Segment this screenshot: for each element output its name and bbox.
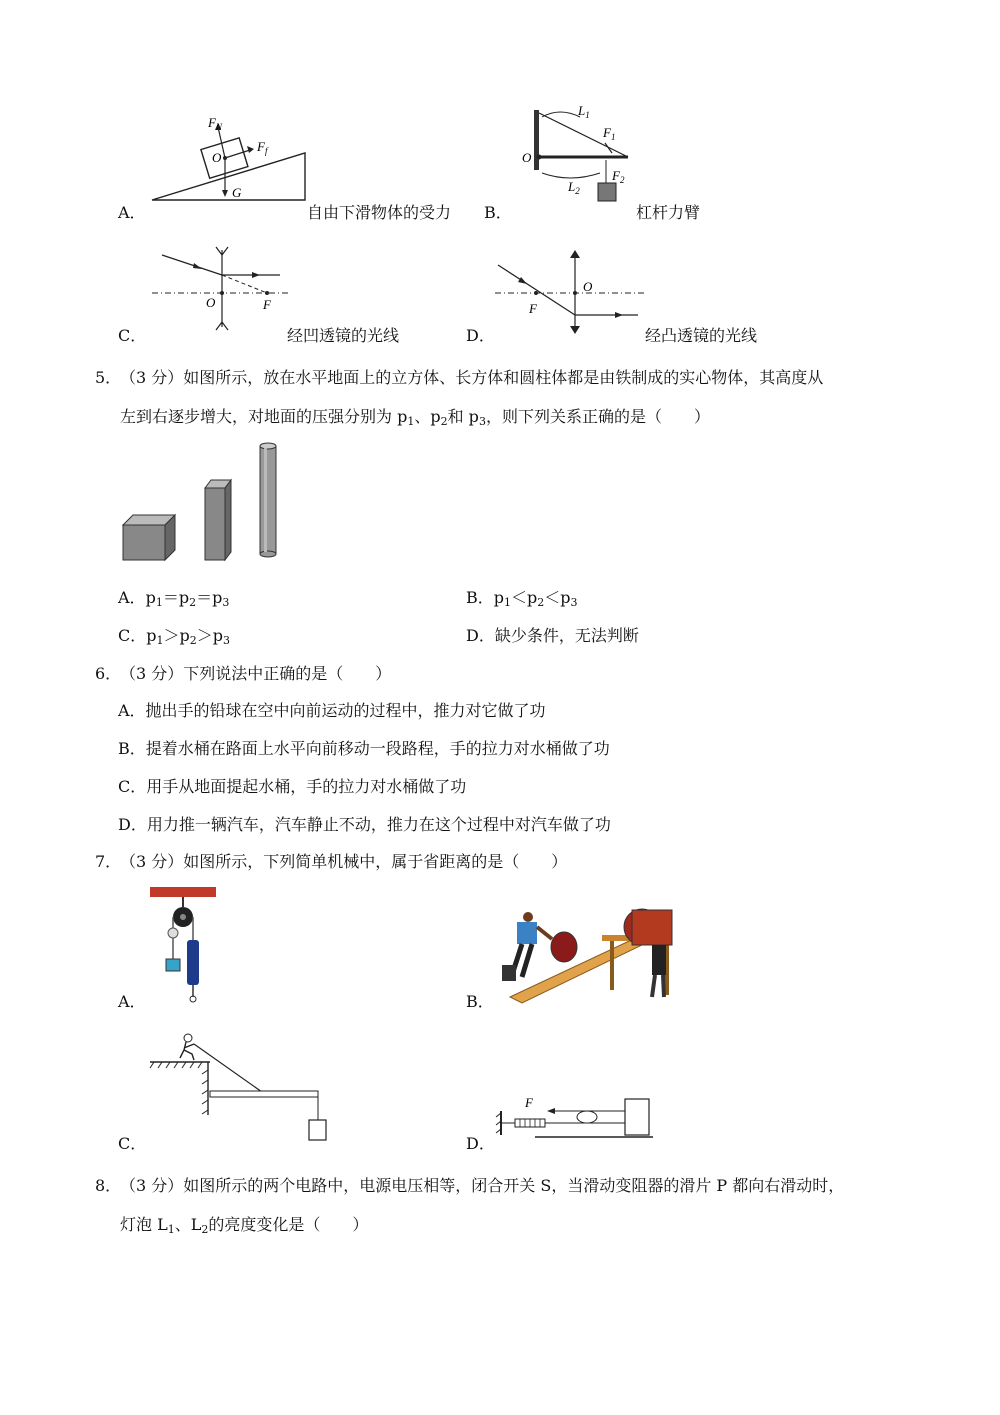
label-l1: $L_1$ (578, 103, 590, 120)
q8-number: 8． (95, 1176, 122, 1195)
q4-option-c-letter[interactable]: C． (118, 326, 147, 345)
q4-option-d-caption: 经凸透镜的光线 (645, 326, 758, 345)
q5-option-a[interactable]: A．$p_1=p_2=p_3$ (118, 588, 230, 609)
figure-ramp-barrel (492, 905, 682, 1005)
q4-option-b-letter[interactable]: B． (484, 203, 512, 222)
q6-number: 6． (95, 664, 122, 683)
label-o: O (206, 295, 216, 310)
label-f: F (525, 1095, 533, 1110)
label-g: G (232, 185, 242, 200)
q5-option-d[interactable]: D．缺少条件，无法判断 (466, 626, 639, 645)
q8-stem-line1: （3 分）如图所示的两个电路中，电源电压相等，闭合开关 S，当滑动变阻器的滑片 P 都向右滑动时， (120, 1176, 845, 1195)
q6-option-b[interactable]: B．提着水桶在路面上水平向前移动一段路程，手的拉力对水桶做了功 (118, 739, 610, 758)
figure-pulley-scale (150, 885, 220, 1003)
q6-option-c[interactable]: C．用手从地面提起水桶，手的拉力对水桶做了功 (118, 777, 467, 796)
label-f: F (529, 301, 537, 316)
label-o: O (212, 150, 222, 165)
q4-option-c-caption: 经凹透镜的光线 (287, 326, 400, 345)
q7-option-c-letter[interactable]: C． (118, 1134, 147, 1153)
label-fn: $F_N$ (208, 115, 222, 132)
q8-stem-line2: 灯泡 $L_1$、$L_2$的亮度变化是（ ） (120, 1215, 369, 1236)
label-l2: $L_2$ (568, 179, 580, 196)
figure-horizontal-pulley (495, 1093, 657, 1143)
q5-number: 5． (95, 368, 122, 387)
q7-stem: （3 分）如图所示，下列简单机械中，属于省距离的是（ ） (120, 852, 568, 871)
figure-convex-lens (493, 250, 648, 335)
figure-incline-forces (150, 115, 310, 210)
q6-stem: （3 分）下列说法中正确的是（ ） (120, 664, 392, 683)
label-o: O (583, 279, 593, 294)
q7-option-a-letter[interactable]: A． (118, 992, 146, 1011)
q6-option-a[interactable]: A．抛出手的铅球在空中向前运动的过程中，推力对它做了功 (118, 701, 546, 720)
figure-concave-lens (150, 245, 290, 330)
q5-option-c[interactable]: C．$p_1>p_2>p_3$ (118, 626, 230, 647)
q4-option-b-caption: 杠杆力臂 (636, 203, 701, 222)
label-o: O (522, 150, 532, 165)
q5-stem-line2: 左到右逐步增大，对地面的压强分别为 $p_1$、$p_2$和 $p_3$，则下列关系正确的是（ ） (120, 407, 710, 428)
label-f: F (263, 297, 271, 312)
q4-option-d-letter[interactable]: D． (466, 326, 495, 345)
label-f2: $F_2$ (612, 168, 625, 185)
label-ff: $F_f$ (257, 139, 268, 156)
figure-lever-arms (520, 105, 640, 210)
q7-option-d-letter[interactable]: D． (466, 1134, 495, 1153)
q6-option-d[interactable]: D．用力推一辆汽车，汽车静止不动，推力在这个过程中对汽车做了功 (118, 815, 611, 834)
q7-option-b-letter[interactable]: B． (466, 992, 494, 1011)
q4-option-a-letter[interactable]: A． (118, 203, 146, 222)
label-f1: $F_1$ (603, 125, 616, 142)
q4-option-a-caption: 自由下滑物体的受力 (307, 203, 452, 222)
figure-wall-lever (150, 1030, 330, 1145)
q5-option-b[interactable]: B．$p_1<p_2<p_3$ (466, 588, 578, 609)
q5-stem-line1: （3 分）如图所示，放在水平地面上的立方体、长方体和圆柱体都是由铁制成的实心物体，其高度从 (120, 368, 824, 387)
q7-number: 7． (95, 852, 122, 871)
figure-iron-solids (118, 440, 293, 565)
